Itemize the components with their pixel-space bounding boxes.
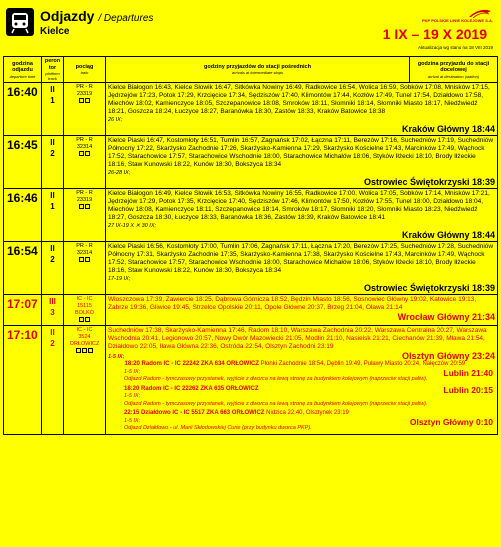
accessible-icon [85, 317, 90, 322]
station-name: Kielce [40, 26, 70, 37]
col-platform: peron tor platform track [42, 57, 64, 83]
header [0, 0, 501, 58]
destination: Ostrowiec Świętokrzyski 18:39 [363, 177, 495, 187]
connection-item: 18:20 Radom IC - IC 22262 ZKA 635 ORŁOWICZ Lublin 20:15 1-5 IX; Odjazd Radom - tymczasowy przystanek, wyjście z dworca na lewą stronę za budynkiem kolejowym (naprzeciw stacji paliw). [124, 384, 493, 407]
platform: II 2 [42, 136, 64, 189]
col-destination: godzina przyjazdu do stacji docelowej arrival at destination (station) [410, 57, 498, 83]
train-info: PR - R 32314 [64, 242, 106, 295]
bike-icon [79, 257, 84, 262]
stops-cell: Suchedniów 17:38, Skarżysko-Kamienna 17:46, Radom 18:10, Warszawa Zachodnia 20:22, Warszawa Centralna 20:27, Warszawa Wschodnia 20:41, Legionowo 20:57, Nowy Dwór Mazowiecki 21:05, Modlin 21:10, Nasielsk 21:21, Ciechanów 21:39, Mława 21:54, Działdowo 22:05, Iława Główna 22:36, Ostróda 22:54, Olsztyn Zachodni 23:19 1-5 IX; Olsztyn Główny 23:24 18:20 Radom IC - IC 22242 ZKA 634 ORŁOWICZ Płonki Zachodnie 18:54, Dęblin 19:49, Puławy Miasto 20:24, Nałęczów 20:59 Lublin 21:40 1-5 IX; Odjazd Radom - tymczasowy przystanek, wyjście z dworca na lewą stronę za budynkiem kolejowym (naprzeciw stacji paliw). 18:20 Radom IC - IC 22262 ZKA 635 ORŁOWICZ Lublin 20:15 1-5 IX; Odjazd Radom - tymczasowy przystanek, wyjście z dworca na lewą stronę za budynkiem kolejowym (naprzeciw stacji paliw). 22:15 Działdowo IC - IC 5517 ZKA 663 ORŁOWICZ Nidzica 22:40, Olsztynek 23:19 Olsztyn Główny 0:10 1-5 IX; Odjazd Działdowo - ul. Marii Skłodowskiej Curie (przy budynku dworca PKP). [106, 326, 498, 435]
stops-cell: Włoszczowa 17:39, Zawiercie 18:25, Dąbrowa Górnicza 18:52, Będzin Miasto 18:56, Sosnowiec Główny 19:02, Katowice 19:13, Zabrze 19:36, Gliwice 19:45, Strzelce Opolskie 20:11, Opole Główne 20:37, Brzeg 21:04, Oława 21:14 Wrocław Główny 21:34 [106, 295, 498, 326]
stops-cell: Kielce Białogon 16:43, Kielce Słowik 16:47, Sitkówka Nowiny 16:49, Radkowice 16:54, Wolica 16:59, Sobków 17:08, Mnisków 17:15, Jędrzejów 17:23, Potok 17:29, Krzcięcice 17:34, Sędziszów 17:40, Klimontów 17:44, Kozłów 17:49, Tunel 17:54, Działdowo 17:58, Miechów 18:02, Kamienczyce 18:05, Szczepanowice 18:08, Smroków 18:11, Słomniki 18:14, Słomniki Miasto 18:17, Niedźwiedź 18:21, Goszcza 18:24, Łuczyce 18:27, Baranówka 18:30, Zastów 18:33, Kraków Batowice 18:38 26 IX; Kraków Główny 18:44 [106, 83, 498, 136]
platform: II 2 [42, 326, 64, 435]
platform: II 2 [42, 242, 64, 295]
departure-time: 16:46 [4, 189, 42, 242]
days-note: 26-28 IX; [108, 170, 131, 176]
days-note: 27 IX-19 X ✕ 30 IX; [108, 223, 157, 229]
destination: 1-5 IX; Olsztyn Główny 23:24 [108, 351, 495, 361]
accessible-icon [85, 151, 90, 156]
departure-time: 17:07 [4, 295, 42, 326]
departure-time: 16:40 [4, 83, 42, 136]
days-note: 17-19 IX; [108, 276, 131, 282]
departures-table [3, 56, 498, 435]
restaurant-icon [88, 348, 93, 353]
stops-cell: Kielce Białogon 16:49, Kielce Słowik 16:53, Sitkówka Nowiny 16:55, Radkowice 17:00, Wolica 17:05, Sobków 17:14, Mnisków 17:21, Jędrzejów 17:29, Potok 17:35, Krzcięcice 17:40, Sędziszów 17:46, Klimontów 17:50, Kozłów 17:55, Tunel 18:00, Działdowo 18:04, Miechów 18:08, Kamienczyce 18:11, Szczepanowice 18:14, Smroków 18:17, Słomniki 18:20, Słomniki Miasto 18:23, Niedźwiedź 18:27, Goszcza 18:30, Łuczyce 18:33, Baranówka 18:36, Zastów 18:39, Kraków Batowice 18:41 27 IX-19 X ✕ 30 IX; Kraków Główny 18:44 [106, 189, 498, 242]
destination: Kraków Główny 18:44 [401, 124, 495, 134]
stops-cell: Kielce Piaski 16:47, Kostomłoty 16:51, Tumlin 16:57, Zagnańsk 17:02, Łączna 17:11, Berezów 17:16, Suchedniów 17:19, Suchedniów Północny 17:22, Skarżysko Zachodnie 17:26, Skarżysko-Kamienna 17:29, Skarżysko Kościelne 17:43, Marcinków 17:49, Wąchock 17:52, Starachowice 17:57, Starachowice Wschodnie 18:00, Starachowice Michałów 18:06, Styków Iłżecki 18:10, Brody Iłżeckie 18:16, Staw Kunowski 18:22, Kunów 18:30, Bokszyca 18:34 26-28 IX; Ostrowiec Świętokrzyski 18:39 [106, 136, 498, 189]
train-info: PR - R 23319 [64, 83, 106, 136]
page-title: Odjazdy / Departures [40, 8, 154, 24]
validity-period: 1 IX – 19 X 2019 [382, 26, 487, 42]
accessible-icon [82, 348, 87, 353]
accessible-icon [85, 98, 90, 103]
update-note: Aktualizacja wg stanu na 18 VIII 2019 [417, 45, 493, 50]
bike-icon [79, 317, 84, 322]
table-row [4, 189, 498, 242]
train-icon [6, 8, 34, 36]
table-header [4, 57, 498, 83]
days-note: 26 IX; [108, 117, 123, 123]
table-row [4, 326, 498, 435]
accessible-icon [85, 204, 90, 209]
bike-icon [79, 98, 84, 103]
connection-item: 22:15 Działdowo IC - IC 5517 ZKA 663 ORŁOWICZ Nidzica 22:40, Olsztynek 23:19 Olsztyn Główny 0:10 1-5 IX; Odjazd Działdowo - ul. Marii Skłodowskiej Curie (przy budynku dworca PKP). [124, 410, 493, 431]
departure-time: 16:45 [4, 136, 42, 189]
train-info: PR - R 23319 [64, 189, 106, 242]
col-train: pociąg train [64, 57, 106, 83]
table-row [4, 242, 498, 295]
destination: Wrocław Główny 21:34 [397, 312, 495, 322]
bike-icon [79, 151, 84, 156]
destination: Kraków Główny 18:44 [401, 230, 495, 240]
bike-icon [79, 204, 84, 209]
bike-icon [76, 348, 81, 353]
destination: Ostrowiec Świętokrzyski 18:39 [363, 283, 495, 293]
departure-time: 17:10 [4, 326, 42, 435]
connection-list [108, 361, 495, 433]
platform: III 3 [42, 295, 64, 326]
col-time: godzina odjazdu departure time [4, 57, 42, 83]
platform: II 1 [42, 83, 64, 136]
table-row [4, 83, 498, 136]
col-stops: godziny przyjazdów do stacji pośrednich arrivals at intermediate stops [106, 57, 410, 83]
train-info: IC - IC 3524 ORŁOWICZ [64, 326, 106, 435]
connection-item: 18:20 Radom IC - IC 22242 ZKA 634 ORŁOWICZ Płonki Zachodnie 18:54, Dęblin 19:49, Puławy Miasto 20:24, Nałęczów 20:59 Lublin 21:40 1-5 IX; Odjazd Radom - tymczasowy przystanek, wyjście z dworca na lewą stronę za budynkiem kolejowym (naprzeciw stacji paliw). [124, 361, 493, 382]
pkp-logo: PKP POLSKIE LINIE KOLEJOWE S.A. [439, 6, 493, 24]
table-row [4, 136, 498, 189]
departure-time: 16:54 [4, 242, 42, 295]
platform: II 1 [42, 189, 64, 242]
stops-cell: Kielce Piaski 16:56, Kostomłoty 17:00, Tumlin 17:06, Zagnańsk 17:11, Łączna 17:20, Berezów 17:25, Suchedniów 17:28, Suchedniów Północny 17:31, Skarżysko Zachodnie 17:35, Skarżysko-Kamienna 17:38, Skarżysko Kościelne 17:43, Marcinków 17:49, Wąchock 17:52, Starachowice 17:57, Starachowice Wschodnie 18:00, Starachowice Michałów 18:06, Styków Iłżecki 18:10, Brody Iłżeckie 18:16, Staw Kunowski 18:22, Kunów 18:30, Bokszyca 18:34 17-19 IX; Ostrowiec Świętokrzyski 18:39 [106, 242, 498, 295]
accessible-icon [85, 257, 90, 262]
train-info: PR - R 32314 [64, 136, 106, 189]
train-info: IC - IC 15115 BOLKO [64, 295, 106, 326]
table-row [4, 295, 498, 326]
